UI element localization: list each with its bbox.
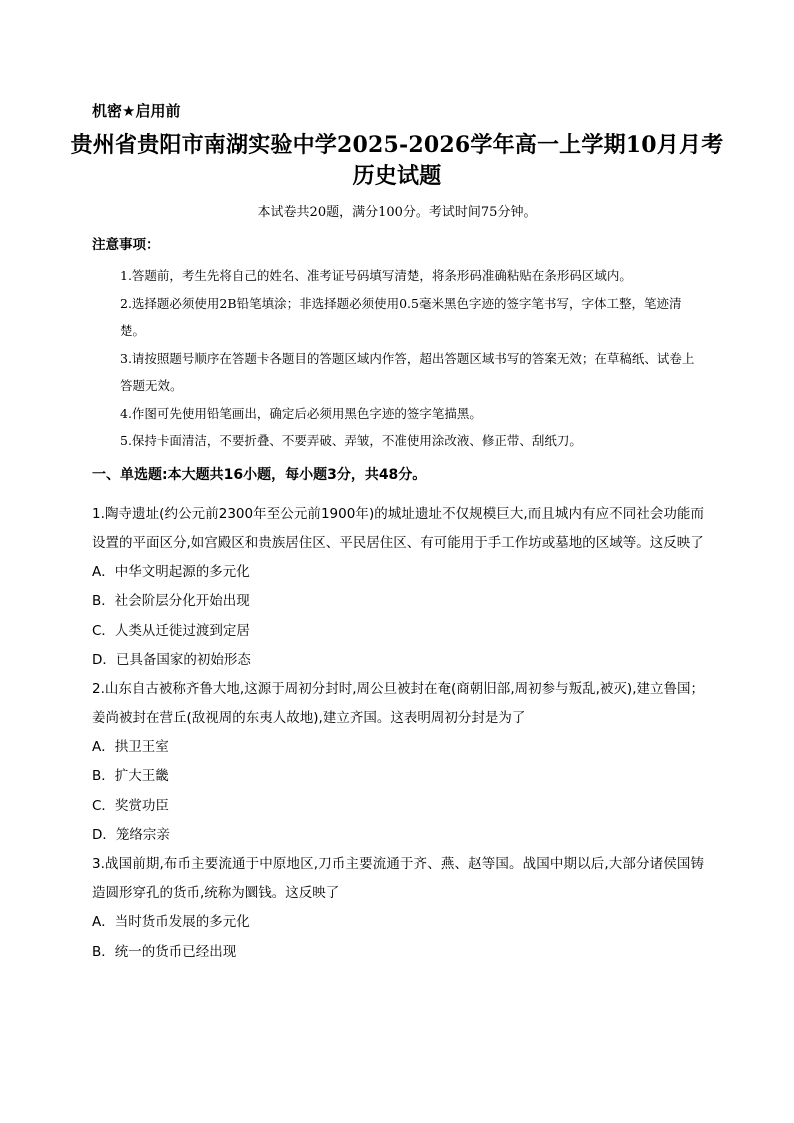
notice-item: 4.作图可先使用铅笔画出，确定后必须用黑色字迹的签字笔描黑。 [120,405,482,421]
option-c: C．奖赏功臣 [92,797,169,814]
option-b: B．社会阶层分化开始出现 [92,593,250,610]
option-a: A．中华文明起源的多元化 [92,564,250,580]
option-a: A．当时货币发展的多元化 [92,914,250,931]
notice-heading: 注意事项： [92,237,160,253]
option-d: D．笼络宗亲 [92,827,170,844]
section-heading: 一、单选题:本大题共16小题，每小题3分，共48分。 [92,467,427,483]
question-stem: 2.山东自古被称齐鲁大地,这源于周初分封时,周公旦被封在奄(商朝旧部,周初参与叛乱,被灭),建立鲁国；姜尚被封在营丘(敌视周的东夷人故地),建立齐国。这表明周初分封是为了 [92,681,704,727]
notice-item: 3.请按照题号顺序在答题卡各题目的答题区域内作答，超出答题区域书写的答案无效；在草稿纸、试卷上答题无效。 [120,350,695,393]
page-title: 贵州省贵阳市南湖实验中学2025-2026学年高一上学期10月月考历史试题 [70,132,724,189]
option-b: B．统一的货币已经出现 [92,943,237,960]
option-c: C．人类从迁徙过渡到定居 [92,622,250,639]
option-d: D．已具备国家的初始形态 [92,651,251,668]
notice-item: 5.保持卡面清洁，不要折叠、不要弄破、弄皱，不准使用涂改液、修正带、刮纸刀。 [120,433,582,448]
notice-list [120,262,700,455]
question-2 [92,675,704,850]
question-stem: 3.战国前期,布币主要流通于中原地区,刀币主要流通于齐、燕、赵等国。战国中期以后,大部分诸侯国铸造圆形穿孔的货币,统称为圜钱。这反映了 [92,856,704,902]
option-a: A．拱卫王室 [92,739,169,756]
notice-item: 2.选择题必须使用2B铅笔填涂；非选择题必须使用0.5毫米黑色字迹的签字笔书写，字体工整，笔迹清楚。 [120,295,682,338]
question-list [92,500,704,967]
question-stem: 1.陶寺遗址(约公元前2300年至公元前1900年)的城址遗址不仅规模巨大,而且城内有应不同社会功能而设置的平面区分,如宫殿区和贵族居住区、平民居住区、有可能用于手工作坊或墓地的区域等。这反映了 [92,506,704,551]
question-1 [92,500,704,675]
option-b: B．扩大王畿 [92,768,169,785]
question-3 [92,850,704,967]
notice-item: 1.答题前，考生先将自己的姓名、准考证号码填写清楚，将条形码准确粘贴在条形码区域内。 [120,268,632,283]
confidential-label: 机密★启用前 [92,102,181,120]
exam-info: 本试卷共20题，满分100分。考试时间75分钟。 [257,205,537,220]
